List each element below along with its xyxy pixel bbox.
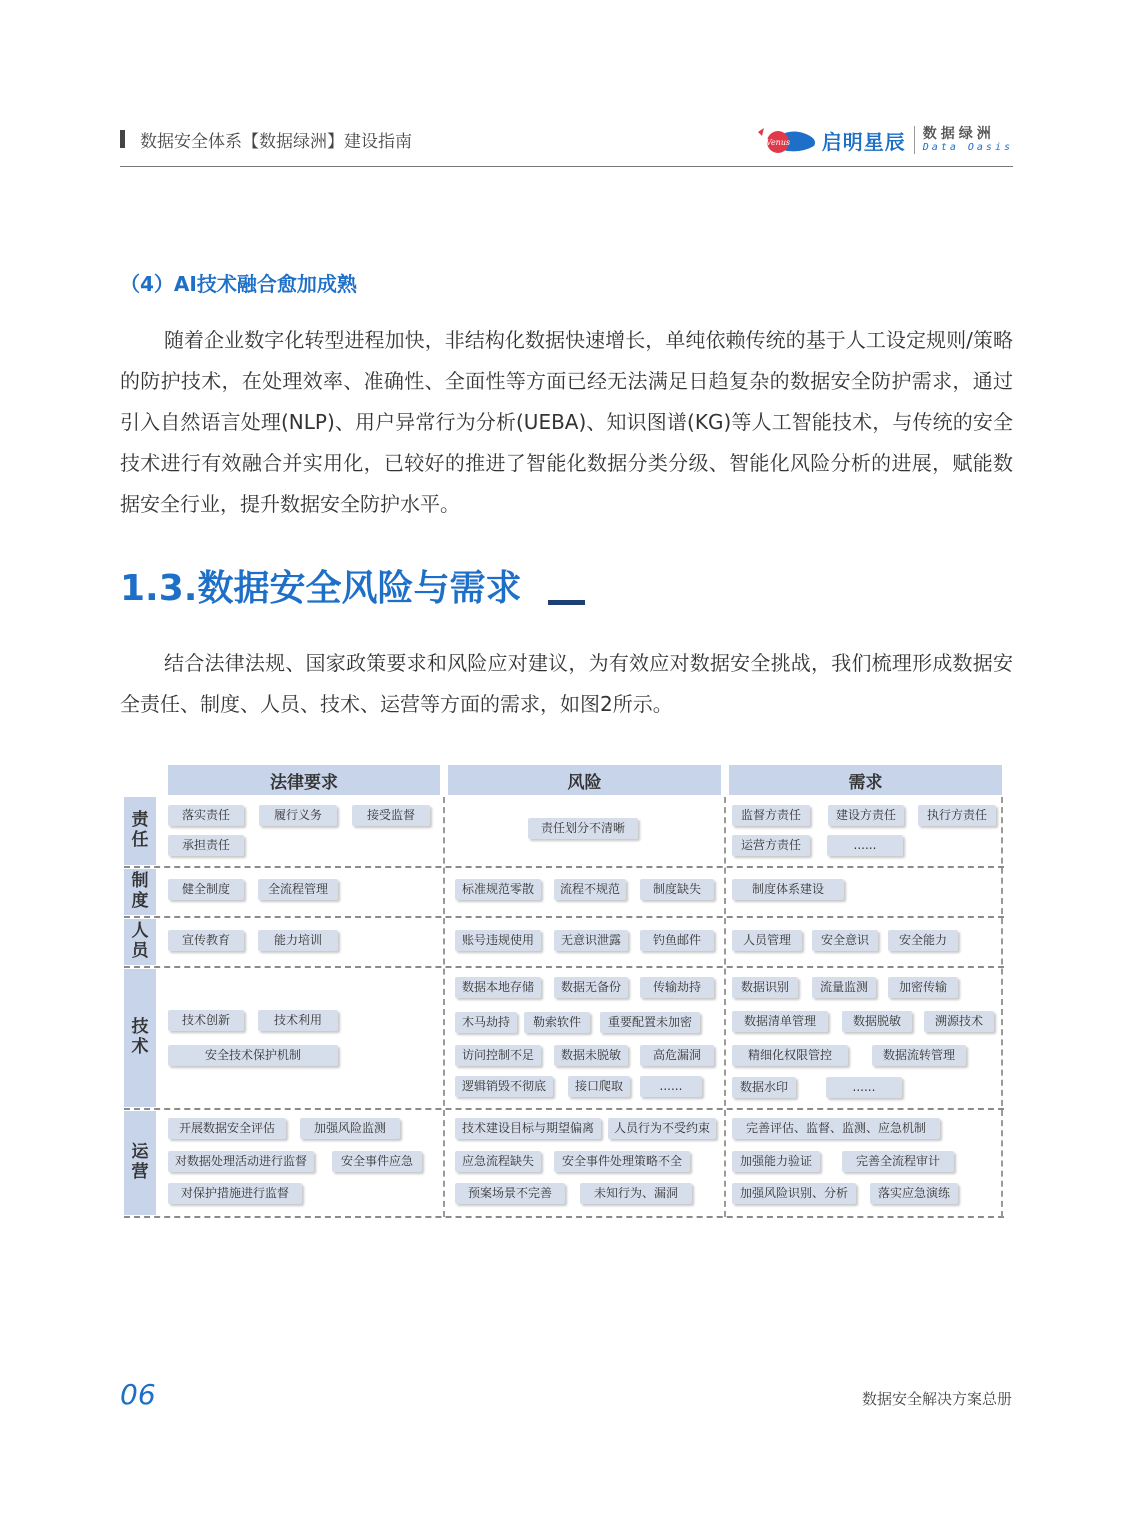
law-tag: 能力培训 (258, 930, 338, 951)
need-tag: 执行方责任 (918, 805, 996, 826)
row-divider (124, 916, 1004, 918)
risk-tag: 技术建设目标与期望偏离 (455, 1118, 601, 1139)
need-tag: 安全能力 (888, 930, 958, 951)
risk-tag: 钓鱼邮件 (640, 930, 714, 951)
section-title: 1.3.数据安全风险与需求 (120, 568, 522, 609)
need-tag: ...... (826, 1077, 902, 1098)
risk-tag: 安全事件处理策略不全 (554, 1151, 690, 1172)
need-tag: 完善评估、监督、监测、应急机制 (732, 1118, 940, 1139)
risk-tag: 数据本地存储 (455, 977, 541, 998)
need-tag: 建设方责任 (828, 805, 904, 826)
need-tag: 安全意识 (812, 930, 878, 951)
need-tag: 数据识别 (732, 977, 798, 998)
row-label-operation: 运营 (124, 1111, 156, 1215)
law-tag: 落实责任 (168, 805, 244, 826)
subsection-title: （4）AI技术融合愈加成熟 (120, 272, 357, 296)
row-divider (124, 966, 1004, 968)
risk-tag: 账号违规使用 (455, 930, 541, 951)
risk-tag: 逻辑销毁不彻底 (455, 1076, 553, 1097)
risk-tag: 高危漏洞 (640, 1045, 714, 1066)
need-tag: 溯源技术 (924, 1011, 994, 1032)
need-tag: 监督方责任 (732, 805, 810, 826)
risk-needs-figure (124, 765, 1006, 1220)
logo-product-cn: 数据绿洲 (922, 126, 995, 143)
risk-tag: 应急流程缺失 (455, 1151, 541, 1172)
risk-tag: 责任划分不清晰 (528, 818, 638, 839)
header-accent-bar (120, 130, 125, 148)
need-tag: 数据脱敏 (842, 1011, 912, 1032)
need-tag: ...... (827, 835, 903, 856)
law-tag: 健全制度 (168, 879, 244, 900)
law-tag: 履行义务 (259, 805, 337, 826)
risk-tag: 访问控制不足 (455, 1045, 541, 1066)
law-tag: 对数据处理活动进行监督 (168, 1151, 314, 1172)
need-tag: 流量监测 (812, 977, 876, 998)
row-label-personnel: 人员 (124, 919, 156, 965)
risk-tag: 数据无备份 (554, 977, 628, 998)
logo-badge-text: Venus (765, 138, 790, 147)
column-divider (1001, 797, 1003, 1217)
need-tag: 精细化权限管控 (732, 1045, 848, 1066)
law-tag: 对保护措施进行监督 (168, 1183, 302, 1204)
law-tag: 全流程管理 (258, 879, 338, 900)
column-header-law: 法律要求 (168, 765, 440, 795)
paragraph-intro-text: 结合法律法规、国家政策要求和风险应对建议，为有效应对数据安全挑战，我们梳理形成数据安全责任、制度、人员、技术、运营等方面的需求，如图2所示。 (120, 651, 1013, 716)
law-tag: 技术创新 (168, 1010, 244, 1031)
paragraph-ai (120, 320, 1013, 525)
risk-tag: 未知行为、漏洞 (580, 1183, 692, 1204)
venus-logo-icon (756, 122, 820, 158)
risk-tag: 接口爬取 (568, 1076, 630, 1097)
row-divider (124, 866, 1004, 868)
column-header-need: 需求 (729, 765, 1002, 795)
risk-tag: 数据未脱敏 (554, 1045, 628, 1066)
brand-logo (756, 122, 1013, 158)
risk-tag: 标准规范零散 (455, 879, 541, 900)
law-tag: 承担责任 (168, 835, 244, 856)
risk-tag: 流程不规范 (554, 879, 626, 900)
law-tag: 安全技术保护机制 (168, 1045, 338, 1066)
risk-tag: 勒索软件 (524, 1012, 590, 1033)
risk-tag: 人员行为不受约束 (608, 1118, 716, 1139)
page-header (120, 118, 1013, 167)
risk-tag: 无意识泄露 (554, 930, 628, 951)
law-tag: 开展数据安全评估 (168, 1118, 286, 1139)
law-tag: 接受监督 (352, 805, 430, 826)
law-tag: 宣传教育 (168, 930, 244, 951)
risk-tag: 木马劫持 (455, 1012, 517, 1033)
row-divider (124, 1216, 1004, 1218)
risk-tag: 重要配置未加密 (600, 1012, 700, 1033)
logo-brand-name: 启明星辰 (821, 129, 906, 154)
need-tag: 完善全流程审计 (842, 1151, 954, 1172)
need-tag: 加强能力验证 (732, 1151, 820, 1172)
footer-doc-title: 数据安全解决方案总册 (861, 1390, 1012, 1408)
row-label-technology: 技术 (124, 969, 156, 1107)
need-tag: 人员管理 (732, 930, 802, 951)
column-divider (443, 797, 445, 1217)
paragraph-intro (120, 643, 1013, 725)
logo-product (923, 126, 1013, 154)
need-tag: 加密传输 (888, 977, 958, 998)
need-tag: 数据水印 (732, 1077, 796, 1098)
row-label-responsibility: 责任 (124, 797, 156, 865)
need-tag: 落实应急演练 (870, 1183, 958, 1204)
row-label-system: 制度 (124, 869, 156, 915)
need-tag: 制度体系建设 (732, 879, 844, 900)
need-tag: 运营方责任 (732, 835, 810, 856)
risk-tag: ...... (640, 1076, 702, 1097)
need-tag: 数据流转管理 (872, 1045, 966, 1066)
column-header-risk: 风险 (448, 765, 721, 795)
risk-tag: 传输劫持 (640, 977, 714, 998)
need-tag: 加强风险识别、分析 (732, 1183, 856, 1204)
row-divider (124, 1108, 1004, 1110)
logo-separator (914, 126, 915, 154)
risk-tag: 制度缺失 (640, 879, 714, 900)
need-tag: 数据清单管理 (732, 1011, 828, 1032)
logo-product-en: Data Oasis (922, 142, 1013, 154)
section-title-underline (548, 600, 585, 605)
law-tag: 加强风险监测 (300, 1118, 400, 1139)
header-title: 数据安全体系【数据绿洲】建设指南 (140, 132, 412, 152)
page-number: 06 (120, 1378, 156, 1411)
law-tag: 技术利用 (258, 1010, 338, 1031)
risk-tag: 预案场景不完善 (455, 1183, 565, 1204)
law-tag: 安全事件应急 (332, 1151, 422, 1172)
paragraph-ai-text: 随着企业数字化转型进程加快，非结构化数据快速增长，单纯依赖传统的基于人工设定规则/策略的防护技术，在处理效率、准确性、全面性等方面已经无法满足日趋复杂的数据安全防护需求，通过引入自然语言处理(NLP)、用户异常行为分析(UEBA)、知识图谱(KG)等人工智能技术，与传统的安全技术进行有效融合并实用化，已较好的推进了智能化数据分类分级、智能化风险分析的进展，赋能数据安全行业，提升数据安全防护水平。 (120, 328, 1013, 516)
column-divider (724, 797, 726, 1217)
